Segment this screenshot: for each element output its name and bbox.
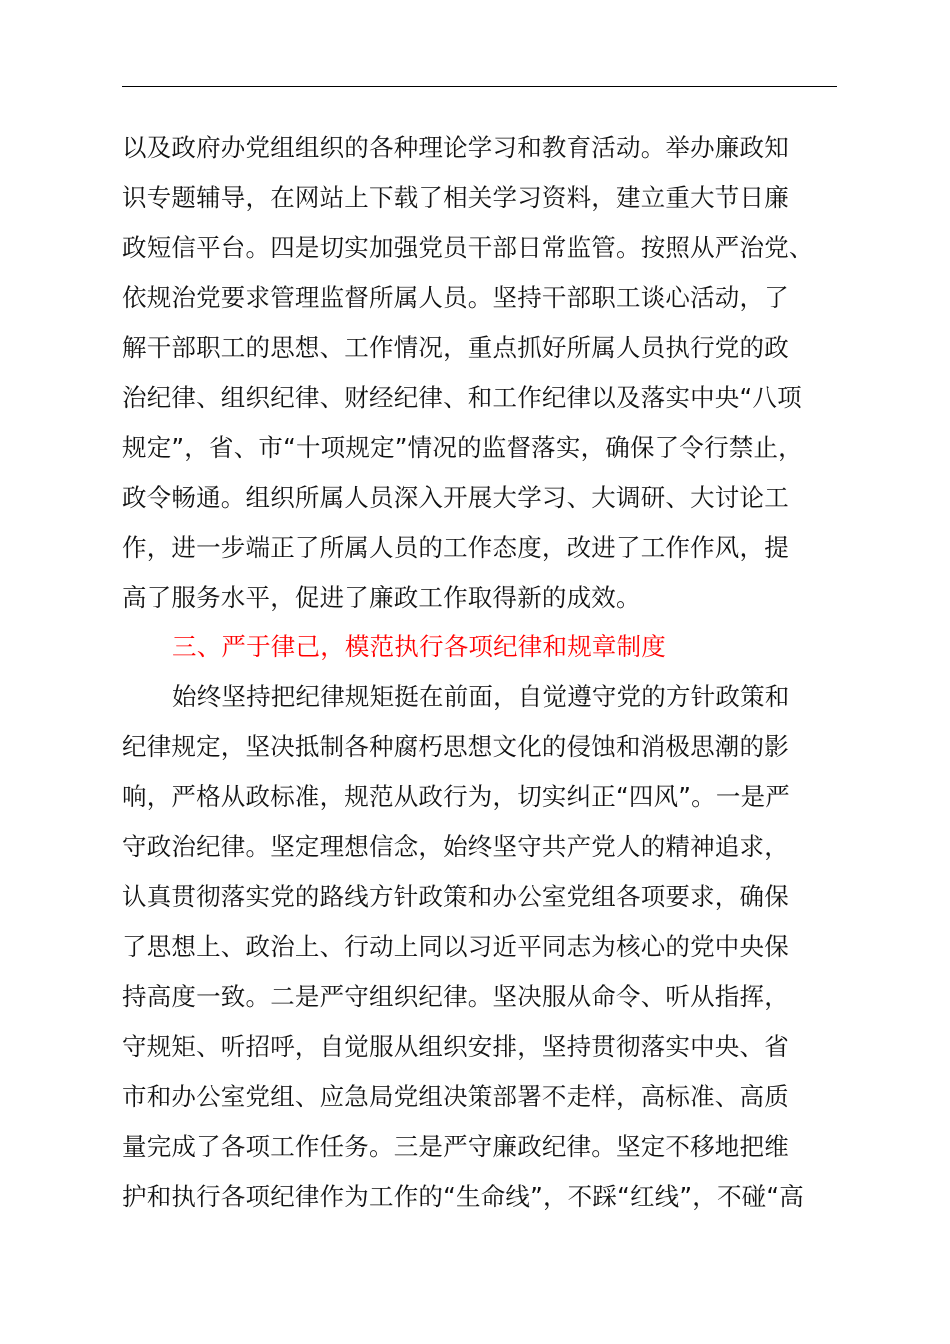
body-line: 量完成了各项工作任务。三是严守廉政纪律。坚定不移地把维: [122, 1132, 789, 1161]
body-line: 了思想上、政治上、行动上同以习近平同志为核心的党中央保: [122, 932, 789, 961]
paragraph-first-line: 始终坚持把纪律规矩挺在前面，自觉遵守党的方针政策和: [172, 682, 790, 711]
body-line: 识专题辅导，在网站上下载了相关学习资料，建立重大节日廉: [122, 183, 789, 212]
body-line: 解干部职工的思想、工作情况，重点抓好所属人员执行党的政: [122, 333, 789, 362]
body-line: 守规矩、听招呼，自觉服从组织安排，坚持贯彻落实中央、省: [122, 1032, 789, 1061]
body-line: 护和执行各项纪律作为工作的“生命线”，不踩“红线”，不碰“高: [122, 1182, 804, 1211]
body-line: 政令畅通。组织所属人员深入开展大学习、大调研、大讨论工: [122, 483, 789, 512]
body-line: 规定”，省、市“十项规定”情况的监督落实，确保了令行禁止，: [122, 433, 803, 462]
header-rule: [122, 86, 837, 87]
body-line: 以及政府办党组组织的各种理论学习和教育活动。举办廉政知: [122, 133, 789, 162]
body-line: 依规治党要求管理监督所属人员。坚持干部职工谈心活动，了: [122, 283, 789, 312]
body-line: 政短信平台。四是切实加强党员干部日常监管。按照从严治党、: [122, 233, 814, 262]
body-line: 纪律规定，坚决抵制各种腐朽思想文化的侵蚀和消极思潮的影: [122, 732, 789, 761]
body-line: 响，严格从政标准，规范从政行为，切实纠正“四风”。一是严: [122, 782, 790, 811]
body-line: 认真贯彻落实党的路线方针政策和办公室党组各项要求，确保: [122, 882, 789, 911]
body-line: 市和办公室党组、应急局党组决策部署不走样，高标准、高质: [122, 1082, 789, 1111]
body-line: 高了服务水平，促进了廉政工作取得新的成效。: [122, 583, 641, 612]
body-line: 作，进一步端正了所属人员的工作态度，改进了工作作风，提: [122, 533, 789, 562]
body-line: 治纪律、组织纪律、财经纪律、和工作纪律以及落实中央“八项: [122, 383, 802, 412]
body-line: 守政治纪律。坚定理想信念，始终坚守共产党人的精神追求，: [122, 832, 789, 861]
section-heading: 三、严于律己，模范执行各项纪律和规章制度: [172, 632, 666, 661]
body-line: 持高度一致。二是严守组织纪律。坚决服从命令、听从指挥，: [122, 982, 789, 1011]
